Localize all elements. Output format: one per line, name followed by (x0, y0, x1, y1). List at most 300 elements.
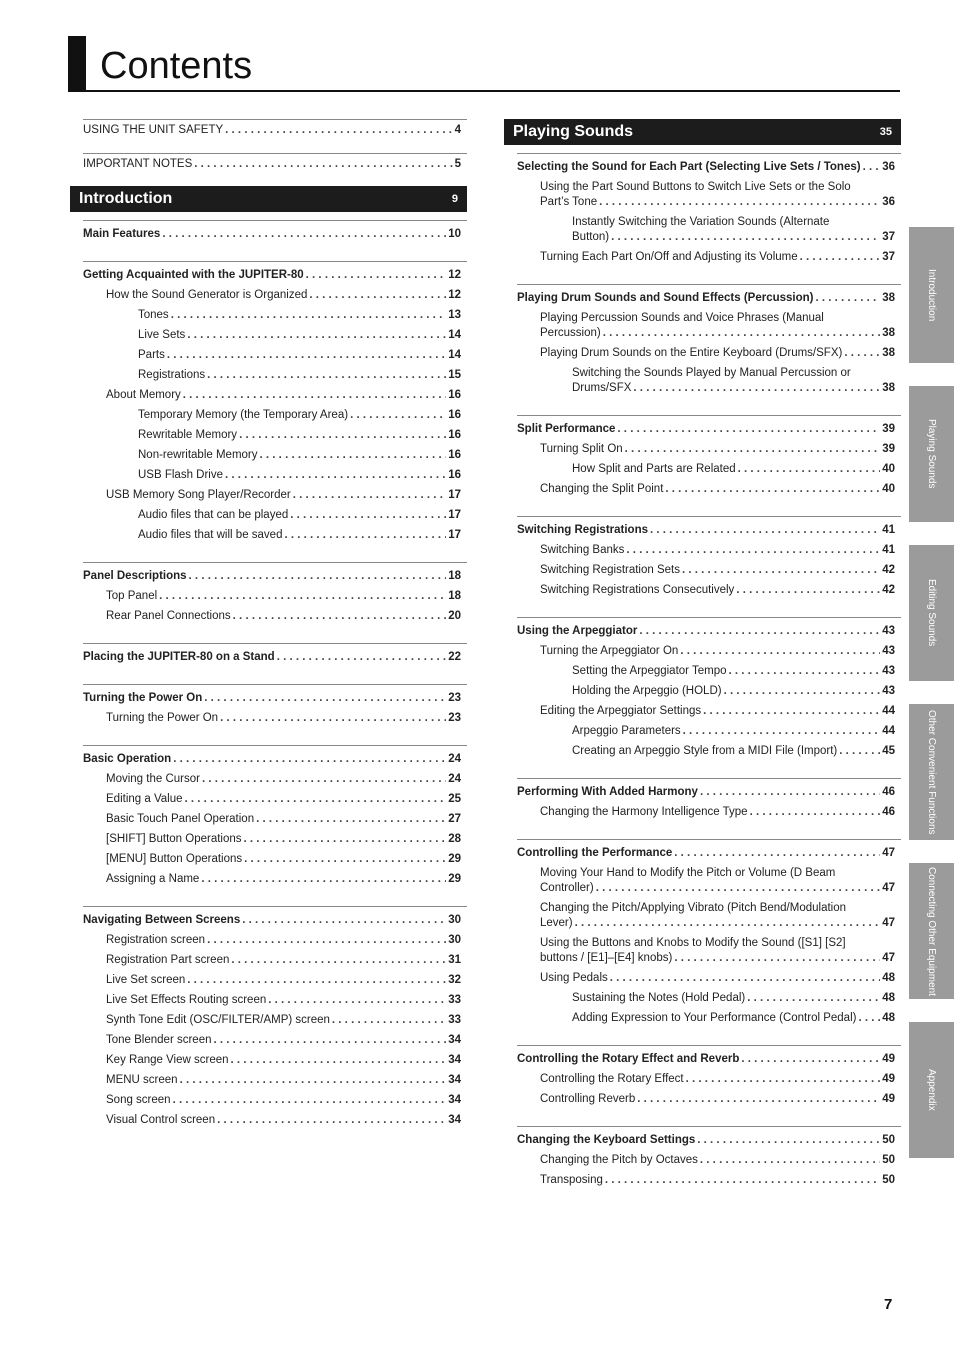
dot-leader (724, 684, 881, 699)
toc-page-number: 25 (448, 793, 461, 805)
toc-entry-label: Basic Operation (83, 753, 172, 765)
dot-leader (736, 583, 880, 598)
dot-leader (159, 589, 446, 604)
toc-entry-label: Switching Registrations (517, 524, 648, 536)
dot-leader (605, 1173, 880, 1188)
toc-page-number: 50 (882, 1134, 895, 1146)
toc-page-number: 50 (882, 1174, 895, 1186)
dot-leader (700, 1153, 880, 1168)
side-tab[interactable] (909, 227, 954, 363)
toc-entry-label: Top Panel (106, 590, 158, 602)
toc-page-number: 16 (448, 429, 461, 441)
toc-entry[interactable] (83, 157, 461, 172)
toc-page-number: 47 (882, 917, 895, 929)
dot-leader (194, 157, 452, 172)
toc-entry[interactable] (517, 846, 895, 861)
toc-subentry[interactable] (106, 1033, 461, 1048)
toc-page-number: 24 (448, 773, 461, 785)
toc-entry-label: Main Features (83, 228, 161, 240)
toc-entry-label: Registration Part screen (106, 954, 230, 966)
toc-page-number: 38 (882, 347, 895, 359)
toc-page-number: 40 (882, 483, 895, 495)
toc-page-number: 5 (454, 158, 461, 170)
toc-entry-label: Holding the Arpeggio (HOLD) (572, 685, 722, 697)
toc-subentry[interactable] (572, 366, 895, 396)
toc-subentry[interactable] (138, 428, 461, 443)
dot-leader (173, 1093, 447, 1108)
toc-subentry[interactable] (540, 1092, 895, 1107)
toc-entry-label: Registrations (138, 369, 206, 381)
divider-rule (83, 220, 467, 221)
toc-page-number: 10 (448, 228, 461, 240)
dot-leader (187, 328, 446, 343)
toc-entry-line (572, 381, 895, 396)
toc-page-number: 44 (882, 725, 895, 737)
toc-entry-label: Audio files that can be played (138, 509, 289, 521)
toc-entry-label: Sustaining the Notes (Hold Pedal) (572, 992, 746, 1004)
toc-entry-label: Changing the Harmony Intelligence Type (540, 806, 748, 818)
side-tab[interactable] (909, 386, 954, 522)
toc-page-number: 34 (448, 1054, 461, 1066)
toc-entry-label: Setting the Arpeggiator Tempo (572, 665, 727, 677)
dot-leader (747, 991, 880, 1006)
toc-subentry[interactable] (540, 971, 895, 986)
toc-entry-label: USB Flash Drive (138, 469, 223, 481)
toc-entry-label: Assigning a Name (106, 873, 200, 885)
toc-entry-label: Placing the JUPITER-80 on a Stand (83, 651, 275, 663)
dot-leader (167, 348, 446, 363)
toc-subentry[interactable] (540, 563, 895, 578)
toc-subentry[interactable] (138, 468, 461, 483)
toc-subentry[interactable] (572, 664, 895, 679)
side-tab-label: Other Convenient Functions (926, 709, 937, 835)
dot-leader (201, 872, 446, 887)
dot-leader (575, 916, 881, 931)
divider-rule (83, 745, 467, 746)
toc-entry-label: Song screen (106, 1094, 171, 1106)
dot-leader (180, 1073, 447, 1088)
toc-page-number: 38 (882, 292, 895, 304)
toc-page-number: 41 (882, 544, 895, 556)
toc-page-number: 38 (882, 327, 895, 339)
toc-subentry[interactable] (540, 936, 895, 966)
dot-leader (674, 951, 880, 966)
toc-entry-label: Changing the Keyboard Settings (517, 1134, 696, 1146)
dot-leader (750, 805, 881, 820)
toc-page-number: 42 (882, 584, 895, 596)
toc-page-number: 46 (882, 786, 895, 798)
toc-subentry[interactable] (106, 872, 461, 887)
toc-subentry[interactable] (106, 1113, 461, 1128)
dot-leader (185, 792, 447, 807)
toc-page-number: 33 (448, 1014, 461, 1026)
toc-subentry[interactable] (540, 1072, 895, 1087)
toc-entry-label: Tone Blender screen (106, 1034, 212, 1046)
divider-rule (83, 643, 467, 644)
toc-entry-label: Turning the Power On (106, 712, 219, 724)
toc-page-number: 22 (448, 651, 461, 663)
toc-entry[interactable] (83, 569, 461, 584)
dot-leader (207, 933, 446, 948)
dot-leader (683, 724, 881, 739)
toc-entry-label: Parts (138, 349, 165, 361)
toc-entry[interactable] (83, 752, 461, 767)
toc-page-number: 33 (448, 994, 461, 1006)
toc-entry[interactable] (517, 160, 895, 175)
toc-entry-line (540, 916, 895, 931)
toc-entry[interactable] (83, 691, 461, 706)
side-tab-label: Introduction (926, 268, 937, 322)
dot-leader (637, 1092, 880, 1107)
toc-entry-label: Using the Arpeggiator (517, 625, 638, 637)
divider-rule (83, 119, 467, 120)
toc-page-number: 14 (448, 329, 461, 341)
toc-entry-label: Turning the Power On (83, 692, 203, 704)
toc-entry-label: [MENU] Button Operations (106, 853, 243, 865)
toc-entry-label: Registration screen (106, 934, 206, 946)
dot-leader (162, 227, 446, 242)
toc-subentry[interactable] (540, 805, 895, 820)
toc-subentry[interactable] (540, 1173, 895, 1188)
toc-subentry[interactable] (106, 288, 461, 303)
toc-subentry[interactable] (106, 953, 461, 968)
toc-entry-label: Rear Panel Connections (106, 610, 231, 622)
toc-entry-label: Switching Registrations Consecutively (540, 584, 735, 596)
dot-leader (599, 195, 880, 210)
dot-leader (187, 973, 446, 988)
dot-leader (256, 812, 446, 827)
title-rule (68, 90, 900, 92)
toc-page-number: 31 (448, 954, 461, 966)
toc-subentry[interactable] (106, 832, 461, 847)
section-page: 9 (451, 193, 458, 205)
toc-subentry[interactable] (106, 933, 461, 948)
toc-subentry[interactable] (138, 348, 461, 363)
toc-entry-label: Playing Drum Sounds and Sound Effects (Percussion) (517, 292, 814, 304)
side-tab-label: Playing Sounds (926, 419, 937, 489)
toc-entry-label: Controlling the Rotary Effect (540, 1073, 684, 1085)
toc-entry-label-cont: Part’s Tone (540, 196, 598, 208)
toc-page-number: 18 (448, 590, 461, 602)
toc-subentry[interactable] (106, 609, 461, 624)
toc-entry-label: Transposing (540, 1174, 603, 1186)
toc-entry-label: Changing the Pitch/Applying Vibrato (Pitch Bend/Modulation (540, 902, 847, 914)
toc-page-number: 46 (882, 806, 895, 818)
side-tab[interactable] (909, 704, 954, 840)
toc-subentry[interactable] (106, 1013, 461, 1028)
toc-subentry[interactable] (540, 311, 895, 341)
toc-entry-label: Selecting the Sound for Each Part (Selecting Live Sets / Tones) (517, 161, 861, 173)
divider-rule (517, 516, 901, 517)
toc-entry-label: Creating an Arpeggio Style from a MIDI File (Import) (572, 745, 838, 757)
toc-page-number: 29 (448, 873, 461, 885)
toc-page-number: 16 (448, 409, 461, 421)
toc-page-number: 17 (448, 509, 461, 521)
toc-entry-label: Using the Part Sound Buttons to Switch Live Sets or the Solo (540, 181, 851, 193)
dot-leader (665, 482, 880, 497)
toc-entry-line (540, 881, 895, 896)
toc-subentry[interactable] (106, 488, 461, 503)
toc-subentry[interactable] (106, 993, 461, 1008)
toc-entry[interactable] (517, 1133, 895, 1148)
dot-leader (277, 650, 446, 665)
toc-entry-label: Live Set screen (106, 974, 186, 986)
toc-entry-label: Live Set Effects Routing screen (106, 994, 267, 1006)
toc-page-number: 29 (448, 853, 461, 865)
toc-entry-label: Temporary Memory (the Temporary Area) (138, 409, 349, 421)
toc-entry-label: Basic Touch Panel Operation (106, 813, 255, 825)
toc-entry-label: Changing the Split Point (540, 483, 664, 495)
toc-entry-label: Editing the Arpeggiator Settings (540, 705, 702, 717)
toc-subentry[interactable] (106, 1053, 461, 1068)
dot-leader (815, 291, 880, 306)
toc-page-number: 39 (882, 443, 895, 455)
dot-leader (202, 772, 446, 787)
toc-subentry[interactable] (106, 852, 461, 867)
toc-entry-label: How Split and Parts are Related (572, 463, 736, 475)
toc-entry[interactable] (517, 624, 895, 639)
toc-subentry[interactable] (572, 215, 895, 245)
divider-rule (83, 906, 467, 907)
toc-page-number: 43 (882, 625, 895, 637)
toc-entry-label: Turning Split On (540, 443, 623, 455)
toc-subentry[interactable] (572, 991, 895, 1006)
toc-entry-label: Key Range View screen (106, 1054, 229, 1066)
dot-leader (173, 752, 446, 767)
toc-page-number: 45 (882, 745, 895, 757)
toc-page-number: 12 (448, 289, 461, 301)
toc-subentry[interactable] (106, 1093, 461, 1108)
toc-subentry[interactable] (540, 704, 895, 719)
dot-leader (863, 160, 881, 175)
toc-subentry[interactable] (138, 368, 461, 383)
toc-entry-label: Live Sets (138, 329, 186, 341)
toc-page-number: 49 (882, 1073, 895, 1085)
page-title: Contents (100, 45, 253, 87)
dot-leader (633, 381, 880, 396)
toc-subentry[interactable] (540, 180, 895, 210)
dot-leader (350, 408, 446, 423)
toc-entry-label: Turning the Arpeggiator On (540, 645, 679, 657)
dot-leader (242, 913, 446, 928)
section-header[interactable] (504, 119, 901, 145)
toc-page-number: 34 (448, 1094, 461, 1106)
toc-page-number: 14 (448, 349, 461, 361)
side-tab[interactable] (909, 1022, 954, 1158)
toc-subentry[interactable] (106, 1073, 461, 1088)
toc-entry[interactable] (517, 1052, 895, 1067)
toc-subentry[interactable] (106, 589, 461, 604)
toc-subentry[interactable] (106, 711, 461, 726)
toc-subentry[interactable] (540, 346, 895, 361)
toc-entry-label: Using Pedals (540, 972, 608, 984)
toc-entry-label: Playing Drum Sounds on the Entire Keyboard (Drums/SFX) (540, 347, 843, 359)
toc-page-number: 47 (882, 882, 895, 894)
toc-subentry[interactable] (138, 308, 461, 323)
toc-entry-label: Switching Banks (540, 544, 625, 556)
toc-entry-label: Non-rewritable Memory (138, 449, 258, 461)
toc-subentry[interactable] (540, 442, 895, 457)
toc-entry[interactable] (83, 913, 461, 928)
toc-subentry[interactable] (106, 973, 461, 988)
dot-leader (183, 388, 446, 403)
toc-page-number: 47 (882, 952, 895, 964)
toc-entry-label: Instantly Switching the Variation Sounds (Alternate (572, 216, 830, 228)
toc-page-number: 20 (448, 610, 461, 622)
dot-leader (220, 711, 446, 726)
toc-subentry[interactable] (540, 250, 895, 265)
toc-page-number: 50 (882, 1154, 895, 1166)
toc-subentry[interactable] (540, 583, 895, 598)
toc-subentry[interactable] (540, 866, 895, 896)
toc-entry[interactable] (83, 650, 461, 665)
toc-page-number: 27 (448, 813, 461, 825)
toc-page-number: 16 (448, 449, 461, 461)
toc-subentry[interactable] (540, 543, 895, 558)
toc-entry-label: Split Performance (517, 423, 616, 435)
dot-leader (729, 664, 881, 679)
toc-entry-label: Performing With Added Harmony (517, 786, 698, 798)
toc-page-number: 43 (882, 645, 895, 657)
toc-entry-label: Getting Acquainted with the JUPITER-80 (83, 269, 304, 281)
dot-leader (239, 428, 446, 443)
toc-subentry[interactable] (540, 644, 895, 659)
dot-leader (204, 691, 446, 706)
toc-subentry[interactable] (106, 388, 461, 403)
toc-subentry[interactable] (106, 772, 461, 787)
toc-entry-label: Switching Registration Sets (540, 564, 680, 576)
toc-entry-label: Navigating Between Screens (83, 914, 241, 926)
dot-leader (231, 953, 446, 968)
toc-page-number: 48 (882, 992, 895, 1004)
dot-leader (284, 528, 446, 543)
dot-leader (233, 609, 447, 624)
toc-entry[interactable] (83, 268, 461, 283)
toc-entry-label: Arpeggio Parameters (572, 725, 681, 737)
section-title: Introduction (79, 190, 173, 207)
toc-subentry[interactable] (572, 1011, 895, 1026)
toc-page-number: 34 (448, 1034, 461, 1046)
toc-subentry[interactable] (106, 792, 461, 807)
toc-subentry[interactable] (106, 812, 461, 827)
toc-page-number: 44 (882, 705, 895, 717)
toc-entry[interactable] (517, 523, 895, 538)
toc-page-number: 28 (448, 833, 461, 845)
dot-leader (844, 346, 880, 361)
toc-page-number: 43 (882, 665, 895, 677)
toc-page-number: 41 (882, 524, 895, 536)
dot-leader (611, 230, 880, 245)
toc-page-number: 37 (882, 251, 895, 263)
side-tab[interactable] (909, 545, 954, 681)
toc-subentry[interactable] (540, 482, 895, 497)
toc-page-number: 12 (448, 269, 461, 281)
toc-entry-label: IMPORTANT NOTES (83, 158, 193, 170)
dot-leader (626, 543, 880, 558)
dot-leader (839, 744, 880, 759)
toc-entry-label: Moving Your Hand to Modify the Pitch or Volume (D Beam (540, 867, 836, 879)
toc-entry[interactable] (517, 422, 895, 437)
toc-page-number: 39 (882, 423, 895, 435)
dot-leader (207, 368, 446, 383)
section-header[interactable] (70, 186, 467, 212)
toc-subentry[interactable] (138, 408, 461, 423)
dot-leader (639, 624, 880, 639)
divider-rule (83, 684, 467, 685)
divider-rule (517, 1126, 901, 1127)
dot-leader (700, 785, 880, 800)
dot-leader (680, 644, 880, 659)
page-number: 7 (884, 1296, 893, 1313)
divider-rule (83, 562, 467, 563)
toc-subentry[interactable] (138, 328, 461, 343)
dot-leader (697, 1133, 880, 1148)
toc-page-number: 24 (448, 753, 461, 765)
divider-rule (83, 261, 467, 262)
divider-rule (517, 415, 901, 416)
toc-subentry[interactable] (138, 508, 461, 523)
toc-page-number: 49 (882, 1093, 895, 1105)
dot-leader (171, 308, 447, 323)
toc-page-number: 48 (882, 1012, 895, 1024)
toc-entry-label: Tones (138, 309, 169, 321)
dot-leader (703, 704, 880, 719)
dot-leader (603, 326, 880, 341)
toc-entry-label: Panel Descriptions (83, 570, 187, 582)
toc-subentry[interactable] (572, 724, 895, 739)
divider-rule (517, 778, 901, 779)
toc-subentry[interactable] (572, 744, 895, 759)
toc-entry-label: Adding Expression to Your Performance (Control Pedal) (572, 1012, 857, 1024)
toc-page-number: 23 (448, 712, 461, 724)
toc-subentry[interactable] (540, 901, 895, 931)
dot-leader (686, 1072, 881, 1087)
toc-subentry[interactable] (138, 448, 461, 463)
toc-page-number: 16 (448, 389, 461, 401)
toc-entry[interactable] (517, 785, 895, 800)
toc-entry[interactable] (83, 227, 461, 242)
dot-leader (332, 1013, 446, 1028)
toc-page-number: 17 (448, 489, 461, 501)
toc-page-number: 36 (882, 161, 895, 173)
toc-entry-label: Editing a Value (106, 793, 183, 805)
toc-entry-label: Visual Control screen (106, 1114, 216, 1126)
toc-entry-label: MENU screen (106, 1074, 178, 1086)
toc-entry-label: Moving the Cursor (106, 773, 200, 785)
toc-page-number: 4 (454, 124, 461, 136)
toc-entry-label-cont: Percussion) (540, 327, 601, 339)
dot-leader (596, 881, 881, 896)
toc-subentry[interactable] (572, 684, 895, 699)
side-tab[interactable] (909, 863, 954, 999)
divider-rule (517, 839, 901, 840)
toc-page-number: 42 (882, 564, 895, 576)
toc-subentry[interactable] (138, 528, 461, 543)
toc-page-number: 15 (448, 369, 461, 381)
toc-page-number: 38 (882, 382, 895, 394)
toc-subentry[interactable] (572, 462, 895, 477)
toc-page-number: 30 (448, 914, 461, 926)
toc-entry[interactable] (517, 291, 895, 306)
toc-subentry[interactable] (540, 1153, 895, 1168)
toc-entry-label: Turning Each Part On/Off and Adjusting its Volume (540, 251, 798, 263)
toc-entry-label: Changing the Pitch by Octaves (540, 1154, 698, 1166)
toc-entry-label: USING THE UNIT SAFETY (83, 124, 224, 136)
dot-leader (189, 569, 447, 584)
toc-entry[interactable] (83, 123, 461, 138)
toc-entry-label: USB Memory Song Player/Recorder (106, 489, 291, 501)
dot-leader (738, 462, 881, 477)
